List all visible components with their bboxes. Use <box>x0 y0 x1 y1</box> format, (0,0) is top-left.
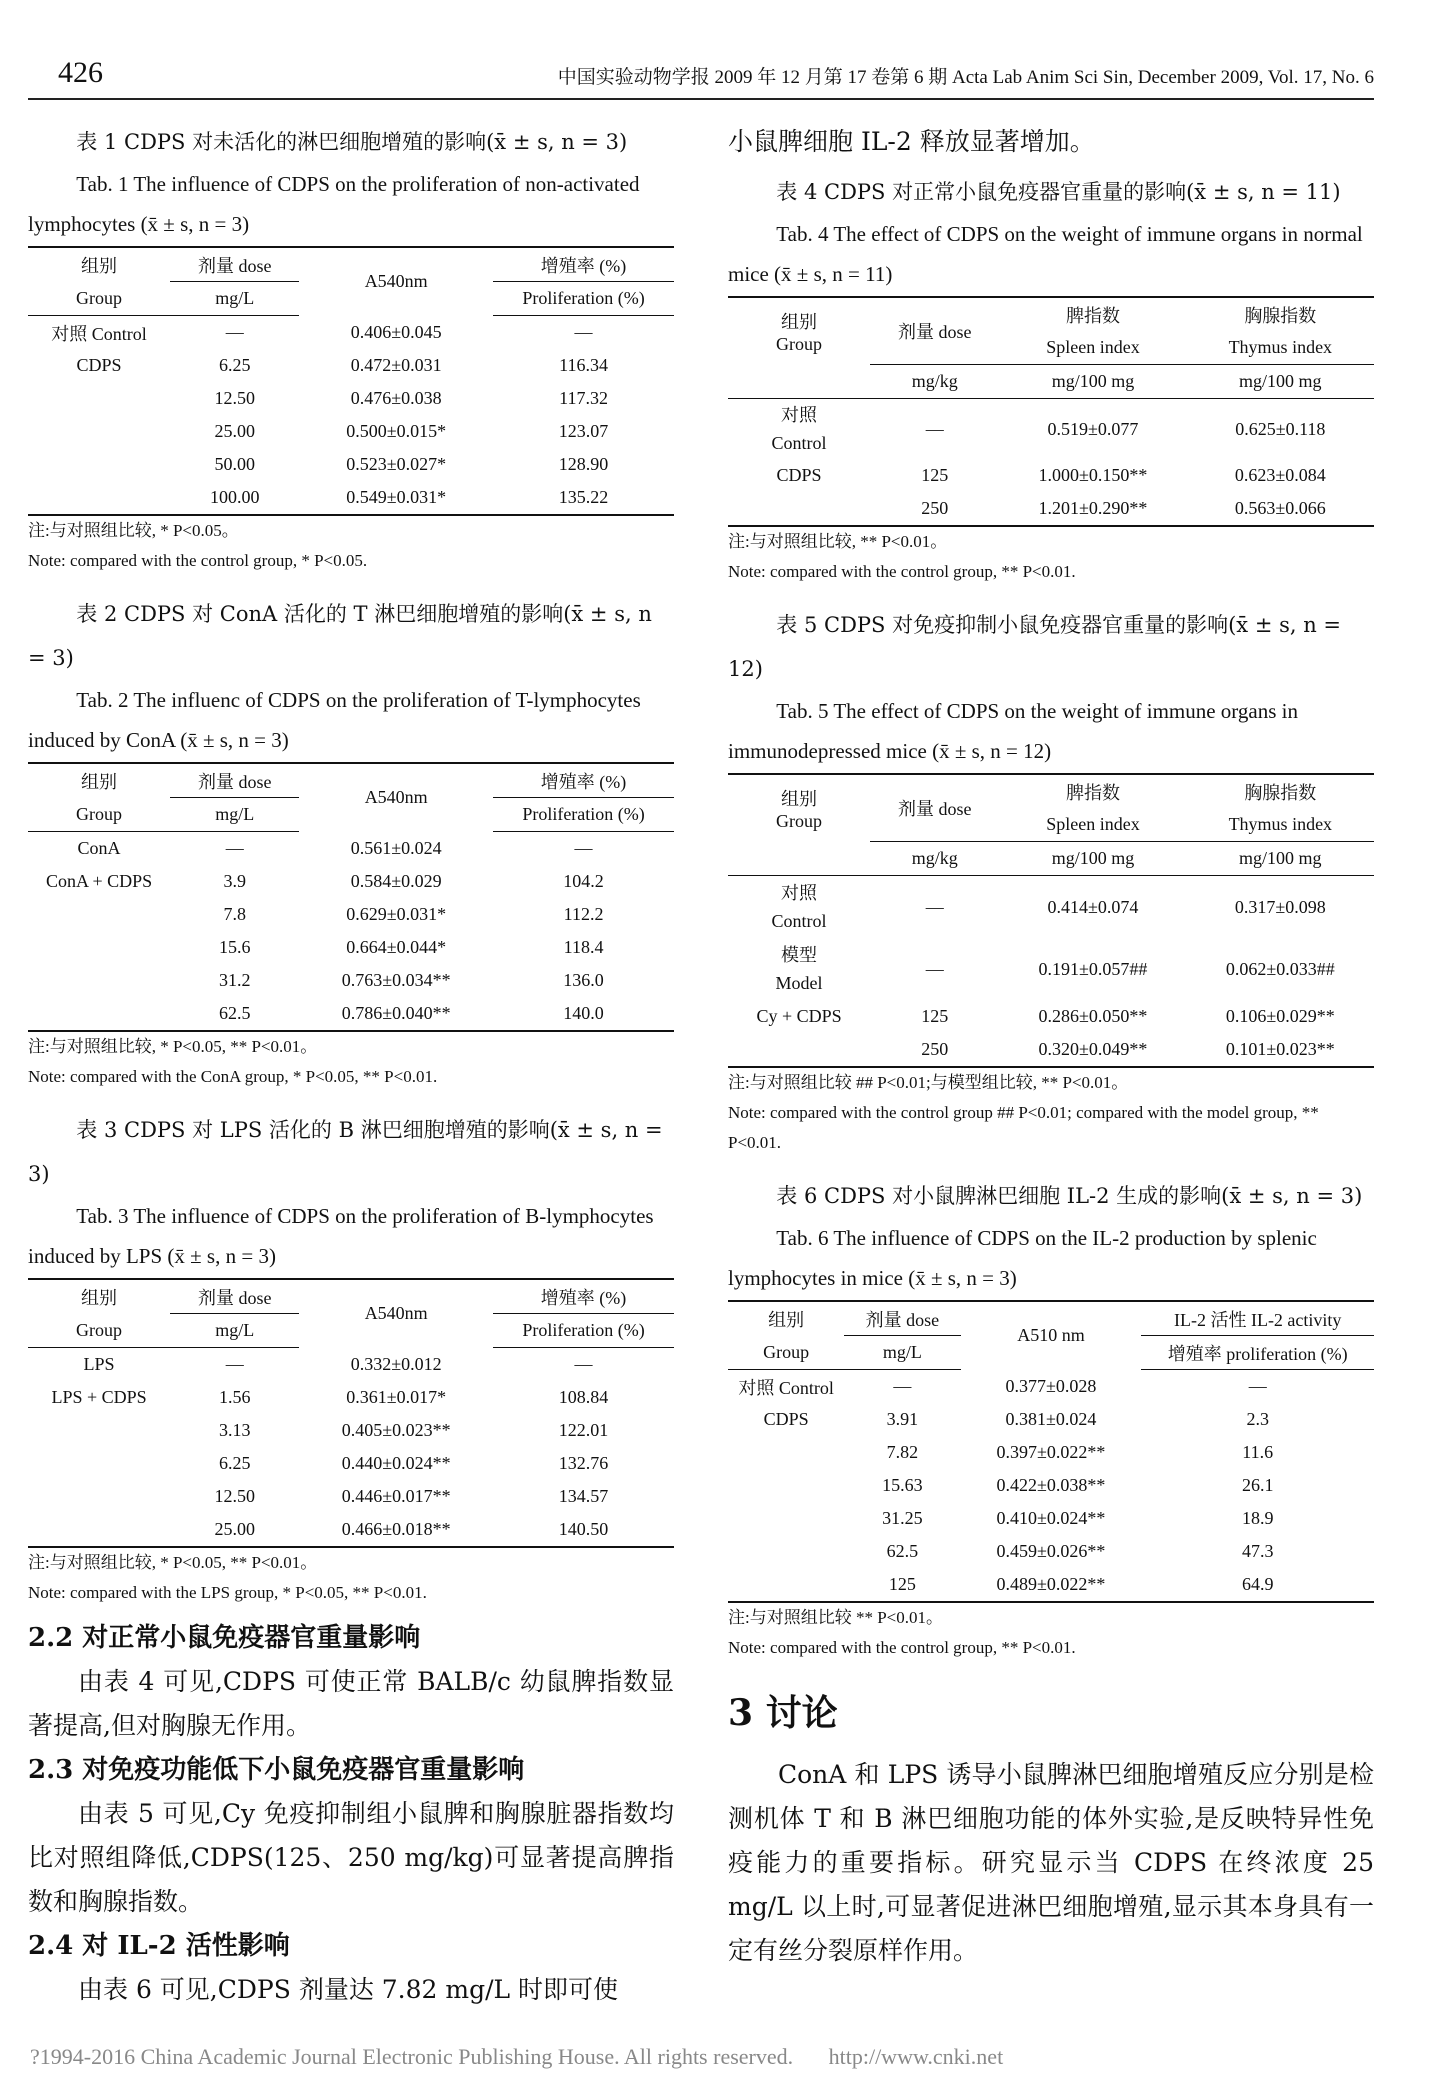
th-rate-en: Proliferation (%) <box>493 282 674 316</box>
table4 <box>728 296 1374 527</box>
table3-title-en: Tab. 3 The influence of CDPS on the proliferation of B-lymphocytes induced by LPS (x̄ ± s, n = 3) <box>28 1204 654 1268</box>
table-row: 对照 Control — 0.519±0.077 0.625±0.118 <box>771 405 1326 453</box>
table-row: 31.2 0.763±0.034** 136.0 <box>218 970 604 990</box>
table2-title-en: Tab. 2 The influenc of CDPS on the proliferation of T-lymphocytes induced by ConA (x̄ ± s, n = 3) <box>28 688 641 752</box>
th-spleen-en: Spleen index <box>999 331 1186 365</box>
th-group-cn: 组别 <box>728 1301 844 1336</box>
table-row: 31.25 0.410±0.024** 18.9 <box>882 1508 1274 1528</box>
th-il2-activity: IL-2 活性 IL-2 activity <box>1141 1301 1374 1336</box>
table2-note-en: Note: compared with the ConA group, * P<0.05, ** P<0.01. <box>28 1067 438 1086</box>
th-group-cn: 组别 <box>28 763 170 798</box>
table-row: Cy + CDPS 125 0.286±0.050** 0.106±0.029** <box>756 1006 1335 1026</box>
th-thymus-en: Thymus index <box>1187 331 1374 365</box>
table-row: 12.50 0.446±0.017** 134.57 <box>214 1486 609 1506</box>
table-row: LPS + CDPS 1.56 0.361±0.017* 108.84 <box>51 1387 609 1407</box>
table1-title-en: Tab. 1 The influence of CDPS on the proliferation of non-activated lymphocytes (x̄ ± s, n = 3) <box>28 172 640 236</box>
th-dose-cn: 剂量 dose <box>844 1301 960 1336</box>
th-rate-cn: 增殖率 (%) <box>493 1279 674 1314</box>
table5-title-cn: 表 5 CDPS 对免疫抑制小鼠免疫器官重量的影响(x̄ ± s, n = 12) <box>728 613 1342 681</box>
copyright-notice: ?1994-2016 China Academic Journal Electronic Publishing House. All rights reserved. <box>30 2044 794 2069</box>
journal-running-title: 中国实验动物学报 2009 年 12 月第 17 卷第 6 期 Acta Lab Anim Sci Sin, December 2009, Vol. 17, No. 6 <box>557 67 1374 88</box>
left-column <box>28 120 674 2012</box>
table1-note-cn: 注:与对照组比较, * P<0.05。 <box>28 521 239 540</box>
right-column <box>728 120 1374 1973</box>
th-rate-cn: 增殖率 (%) <box>493 763 674 798</box>
table-row: 25.00 0.500±0.015* 123.07 <box>214 421 609 441</box>
th-group-en: Group <box>28 798 170 832</box>
table-row: 250 0.320±0.049** 0.101±0.023** <box>728 1033 1374 1067</box>
th-dose-cn: 剂量 dose <box>870 297 999 365</box>
page-number: 426 <box>58 56 103 89</box>
th-absorbance: A510 nm <box>961 1301 1142 1370</box>
table-row: CDPS 6.25 0.472±0.031 116.34 <box>76 355 608 375</box>
section-2-3-body: 由表 5 可见,Cy 免疫抑制组小鼠脾和胸腺脏器指数均比对照组降低,CDPS(125、250 mg/kg)可显著提高脾指数和胸腺指数。 <box>28 1799 674 1916</box>
section-2-2-body: 由表 4 可见,CDPS 可使正常 BALB/c 幼鼠脾指数显著提高,但对胸腺无作用。 <box>28 1667 674 1740</box>
th-rate-en: Proliferation (%) <box>493 1314 674 1348</box>
table-row: 100.00 0.549±0.031* 135.22 <box>28 481 674 515</box>
table-row: ConA + CDPS 3.9 0.584±0.029 104.2 <box>45 871 604 891</box>
section-2-4-body: 由表 6 可见,CDPS 剂量达 7.82 mg/L 时即可使 <box>78 1975 619 2004</box>
th-dose-unit: mg/L <box>170 1314 299 1348</box>
table6 <box>728 1300 1374 1603</box>
table-row: 62.5 0.786±0.040** 140.0 <box>28 997 674 1031</box>
table-row: 25.00 0.466±0.018** 140.50 <box>28 1513 674 1547</box>
th-group: 组别 Group <box>728 297 870 365</box>
table-row: 50.00 0.523±0.027* 128.90 <box>214 454 609 474</box>
th-dose-cn: 剂量 dose <box>170 1279 299 1314</box>
section-3-body: ConA 和 LPS 诱导小鼠脾淋巴细胞增殖反应分别是检测机体 T 和 B 淋巴细胞功能的体外实验,是反映特异性免疫能力的重要指标。研究显示当 CDPS 在终浓度 25 mg/L 以上时,可显著促进淋巴细胞增殖,显示其本身具有一定有丝分裂原样作用。 <box>728 1760 1374 1965</box>
th-absorbance: A540nm <box>299 247 493 316</box>
table4-title-cn: 表 4 CDPS 对正常小鼠免疫器官重量的影响(x̄ ± s, n = 11) <box>776 180 1341 204</box>
th-spleen-cn: 脾指数 <box>999 774 1186 808</box>
table-row: LPS — 0.332±0.012 — <box>83 1353 593 1374</box>
table-row: 对照 Control — 0.377±0.028 — <box>738 1375 1267 1398</box>
table4-note-en: Note: compared with the control group, ** P<0.01. <box>728 562 1076 581</box>
page-header <box>28 52 1374 100</box>
table-row: 模型 Model — 0.191±0.057## 0.062±0.033## <box>775 945 1335 993</box>
table5 <box>728 773 1374 1068</box>
cnki-url: http://www.cnki.net <box>828 2044 1004 2069</box>
section-2-4-title: 2.4 对 IL-2 活性影响 <box>28 1931 290 1961</box>
th-spleen-cn: 脾指数 <box>999 297 1186 331</box>
table-row: 7.82 0.397±0.022** 11.6 <box>886 1442 1274 1462</box>
th-absorbance: A540nm <box>299 1279 493 1348</box>
table1 <box>28 246 674 516</box>
table5-note-en: Note: compared with the control group ## P<0.01; compared with the model group, ** P<0.01. <box>728 1103 1319 1152</box>
th-dose-unit: mg/kg <box>870 842 999 876</box>
section-2-3-title: 2.3 对免疫功能低下小鼠免疫器官重量影响 <box>28 1755 525 1785</box>
th-rate: 增殖率 proliferation (%) <box>1141 1336 1374 1370</box>
table5-title-en: Tab. 5 The effect of CDPS on the weight of immune organs in immunodepressed mice (x̄ ± s, n = 12) <box>728 699 1298 763</box>
section-3-title: 3 讨论 <box>728 1692 838 1734</box>
th-dose-cn: 剂量 dose <box>170 763 299 798</box>
table-row: CDPS 125 1.000±0.150** 0.623±0.084 <box>776 465 1326 485</box>
th-spleen-unit: mg/100 mg <box>999 842 1186 876</box>
th-thymus-unit: mg/100 mg <box>1187 842 1374 876</box>
section-2-2-title: 2.2 对正常小鼠免疫器官重量影响 <box>28 1623 421 1653</box>
table-row: 250 1.201±0.290** 0.563±0.066 <box>728 492 1374 526</box>
table3-note-cn: 注:与对照组比较, * P<0.05, ** P<0.01。 <box>28 1553 318 1572</box>
table2 <box>28 762 674 1032</box>
table3 <box>28 1278 674 1548</box>
table-row: 125 0.489±0.022** 64.9 <box>728 1568 1374 1602</box>
table-row: 6.25 0.440±0.024** 132.76 <box>218 1453 609 1473</box>
page-footer <box>30 2044 1410 2070</box>
th-group-cn: 组别 <box>28 1279 170 1314</box>
th-thymus-unit: mg/100 mg <box>1187 365 1374 399</box>
th-absorbance: A540nm <box>299 763 493 832</box>
table6-title-en: Tab. 6 The influence of CDPS on the IL-2 production by splenic lymphocytes in mice (x̄ ± s, n = 3) <box>728 1226 1317 1290</box>
table3-note-en: Note: compared with the LPS group, * P<0.05, ** P<0.01. <box>28 1583 427 1602</box>
table2-title-cn: 表 2 CDPS 对 ConA 活化的 T 淋巴细胞增殖的影响(x̄ ± s, n = 3) <box>28 602 652 670</box>
th-spleen-unit: mg/100 mg <box>999 365 1186 399</box>
continued-paragraph: 小鼠脾细胞 IL-2 释放显著增加。 <box>728 127 1095 156</box>
table6-note-cn: 注:与对照组比较 ** P<0.01。 <box>728 1608 944 1627</box>
table6-note-en: Note: compared with the control group, ** P<0.01. <box>728 1638 1076 1657</box>
th-group: 组别 Group <box>728 774 870 842</box>
th-group-en: Group <box>728 1336 844 1370</box>
table-row: 15.6 0.664±0.044* 118.4 <box>218 937 604 957</box>
th-dose-unit: mg/kg <box>870 365 999 399</box>
table2-note-cn: 注:与对照组比较, * P<0.05, ** P<0.01。 <box>28 1037 318 1056</box>
table1-title-cn: 表 1 CDPS 对未活化的淋巴细胞增殖的影响(x̄ ± s, n = 3) <box>76 130 628 154</box>
th-thymus-cn: 胸腺指数 <box>1187 774 1374 808</box>
table-row: 62.5 0.459±0.026** 47.3 <box>886 1541 1274 1561</box>
th-thymus-cn: 胸腺指数 <box>1187 297 1374 331</box>
table-row: 12.50 0.476±0.038 117.32 <box>214 388 608 408</box>
table5-note-cn: 注:与对照组比较 ## P<0.01;与模型组比较, ** P<0.01。 <box>728 1073 1129 1092</box>
th-rate-cn: 增殖率 (%) <box>493 247 674 282</box>
table-row: CDPS 3.91 0.381±0.024 2.3 <box>763 1409 1269 1429</box>
th-dose-unit: mg/L <box>844 1336 960 1370</box>
table4-note-cn: 注:与对照组比较, ** P<0.01。 <box>728 532 948 551</box>
th-thymus-en: Thymus index <box>1187 808 1374 842</box>
th-group-cn: 组别 <box>28 247 170 282</box>
th-spleen-en: Spleen index <box>999 808 1186 842</box>
th-group-en: Group <box>28 1314 170 1348</box>
table-row: 对照 Control — 0.414±0.074 0.317±0.098 <box>771 883 1326 931</box>
th-dose-cn: 剂量 dose <box>870 774 999 842</box>
table4-title-en: Tab. 4 The effect of CDPS on the weight of immune organs in normal mice (x̄ ± s, n = 11) <box>728 222 1363 286</box>
table6-title-cn: 表 6 CDPS 对小鼠脾淋巴细胞 IL-2 生成的影响(x̄ ± s, n = 3) <box>776 1184 1363 1208</box>
th-dose-unit: mg/L <box>170 282 299 316</box>
table-row: 对照 Control — 0.406±0.045 — <box>51 321 593 344</box>
table-row: 3.13 0.405±0.023** 122.01 <box>218 1420 609 1440</box>
th-rate-en: Proliferation (%) <box>493 798 674 832</box>
th-dose-cn: 剂量 dose <box>170 247 299 282</box>
th-dose-unit: mg/L <box>170 798 299 832</box>
table-row: ConA — 0.561±0.024 — <box>77 837 593 858</box>
table-row: 7.8 0.629±0.031* 112.2 <box>223 904 604 924</box>
table-row: 15.63 0.422±0.038** 26.1 <box>882 1475 1274 1495</box>
th-group-en: Group <box>28 282 170 316</box>
table3-title-cn: 表 3 CDPS 对 LPS 活化的 B 淋巴细胞增殖的影响(x̄ ± s, n = 3) <box>28 1118 663 1186</box>
table1-note-en: Note: compared with the control group, * P<0.05. <box>28 551 368 570</box>
